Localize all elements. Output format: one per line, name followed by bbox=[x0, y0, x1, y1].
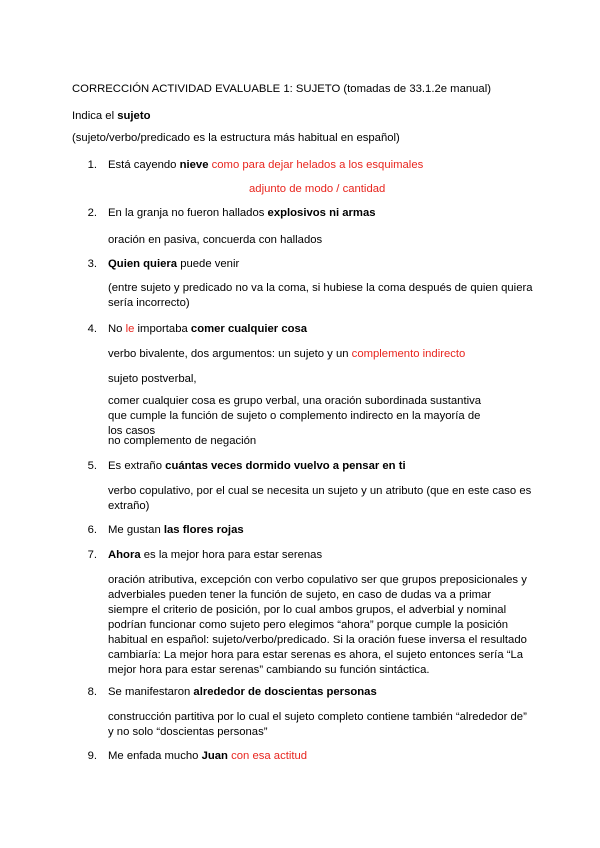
structure-note: (sujeto/verbo/predicado es la estructura más habitual en español) bbox=[72, 132, 400, 144]
sentence-text: importaba bbox=[134, 323, 191, 335]
sentence-text: Me gustan bbox=[108, 524, 164, 536]
item-comment: comer cualquier cosa es grupo verbal, una oración subordinada sustantiva que cumple la función de sujeto o complemento indirecto en la mayoría de los casos bbox=[108, 395, 482, 437]
item-sentence bbox=[108, 158, 423, 173]
sentence-text: Está cayendo bbox=[108, 159, 180, 171]
item-comment: oración atributiva, excepción con verbo copulativo ser que grupos preposicionales y adverbiales pueden tener la función de sujeto, en caso de dudas va a primar siempre el criterio de posición, por lo cual ambos grupos, el adverbial y nominal podrían funcionar como sujeto pero elegimos “ahora” porque cumple la posición habitual en español: sujeto/verbo/predicado. Si la oración fuese inversa el resultado cambiaría: La mejor hora para estar serenas es ahora, el sujeto entonces sería “La mejor hora para estar serenas” cambiando su función sintáctica. bbox=[108, 574, 527, 676]
item-sentence bbox=[108, 523, 244, 538]
item-number: 8. bbox=[87, 686, 97, 698]
item-sentence bbox=[108, 206, 376, 221]
subject-bold: Ahora bbox=[108, 549, 141, 561]
item-number: 4. bbox=[87, 323, 97, 335]
item-comment: no complemento de negación bbox=[108, 435, 257, 447]
sentence-text: No bbox=[108, 323, 126, 335]
subject-bold: alrededor de doscientas personas bbox=[193, 686, 377, 698]
item-number: 5. bbox=[87, 460, 97, 472]
sentence-text: Me enfada mucho bbox=[108, 750, 202, 762]
item-number: 3. bbox=[87, 258, 97, 270]
item-number: 6. bbox=[87, 524, 97, 536]
item-number: 1. bbox=[87, 159, 97, 171]
subject-bold: comer cualquier cosa bbox=[190, 323, 308, 335]
item-sentence bbox=[108, 685, 377, 700]
sentence-text: Es extraño bbox=[108, 460, 166, 472]
subject-bold: Quien quiera bbox=[108, 258, 178, 270]
item-comment: verbo copulativo, por el cual se necesita un sujeto y un atributo (que en este caso es extraño) bbox=[108, 485, 532, 512]
instruction-text: Indica el bbox=[72, 110, 118, 122]
sentence-text: Se manifestaron bbox=[108, 686, 194, 698]
item-sentence bbox=[108, 548, 322, 563]
item-sentence bbox=[108, 322, 307, 337]
item-number: 7. bbox=[87, 549, 97, 561]
item-sentence bbox=[108, 459, 406, 474]
item-sentence bbox=[108, 257, 239, 272]
subject-bold: las flores rojas bbox=[163, 524, 244, 536]
instruction bbox=[72, 109, 151, 124]
comment-text: verbo bivalente, dos argumentos: un sujeto y un bbox=[108, 348, 352, 360]
item-number: 2. bbox=[87, 207, 97, 219]
sentence-red: le bbox=[125, 323, 135, 335]
subject-bold: explosivos ni armas bbox=[267, 207, 376, 219]
item-annotation: adjunto de modo / cantidad bbox=[249, 183, 386, 195]
item-comment: oración en pasiva, concuerda con hallados bbox=[108, 234, 323, 246]
item-comment: sujeto postverbal, bbox=[108, 373, 197, 385]
item-sentence bbox=[108, 749, 307, 764]
sentence-red: con esa actitud bbox=[227, 750, 308, 762]
subject-bold: cuántas veces dormido vuelvo a pensar en ti bbox=[165, 460, 406, 472]
item-number: 9. bbox=[87, 750, 97, 762]
item-comment bbox=[108, 347, 465, 362]
item-comment: construcción partitiva por lo cual el sujeto completo contiene también “alrededor de” y no solo “doscientas personas” bbox=[108, 711, 527, 738]
subject-bold: Juan bbox=[201, 750, 228, 762]
item-comment: (entre sujeto y predicado no va la coma, si hubiese la coma después de quien quiera sería incorrecto) bbox=[108, 282, 533, 309]
comment-red: complemento indirecto bbox=[351, 348, 466, 360]
sentence-text: En la granja no fueron hallados bbox=[108, 207, 268, 219]
instruction-bold: sujeto bbox=[117, 110, 151, 122]
sentence-text: puede venir bbox=[177, 258, 240, 270]
sentence-text: es la mejor hora para estar serenas bbox=[140, 549, 323, 561]
subject-bold: nieve bbox=[179, 159, 209, 171]
document-title: CORRECCIÓN ACTIVIDAD EVALUABLE 1: SUJETO (tomadas de 33.1.2e manual) bbox=[72, 83, 491, 95]
sentence-red: como para dejar helados a los esquimales bbox=[208, 159, 424, 171]
